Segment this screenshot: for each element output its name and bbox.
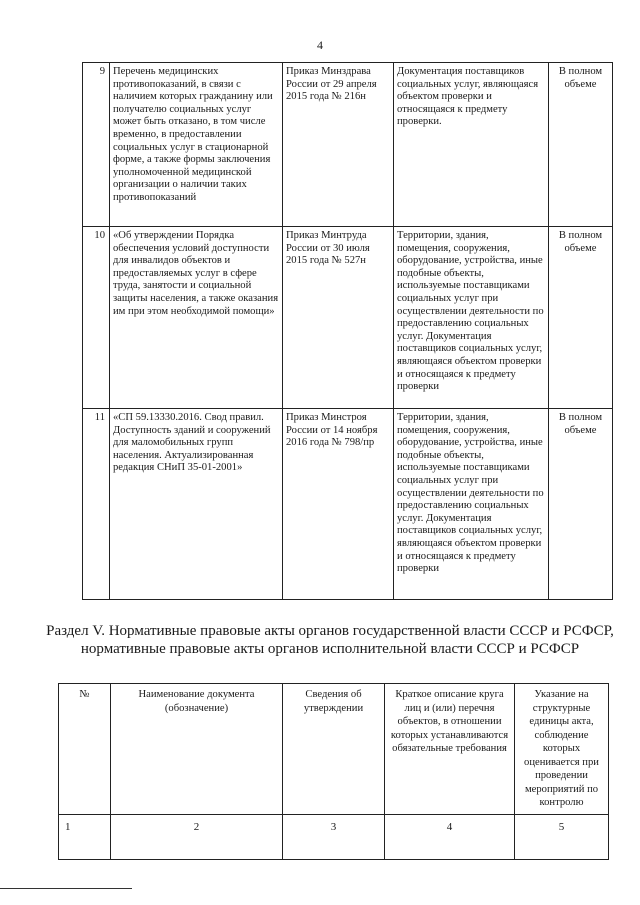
approval-info: Приказ Минтруда России от 30 июля 2015 года № 527н [283,227,394,409]
control-scope: В полном объеме [549,409,613,600]
scope-description: Территории, здания, помещения, сооружения, оборудование, устройства, иные подобные объекты, используемые поставщиками социальных услуг при осуществлении деятельности по предоставлению социальных услуг. Документация поставщиков социальных услуг, являющаяся объектом проверки и относящаяся к предмету проверки [394,227,549,409]
column-header-description: Краткое описание круга лиц и (или) перечня объектов, в отношении которых устанавливаются обязательные требования [385,684,515,815]
column-header-number: № [59,684,111,815]
column-number: 5 [515,814,609,859]
scope-description: Документация поставщиков социальных услуг, являющаяся объектом проверки и относящаяся к предмету проверки. [394,63,549,227]
page-number: 4 [317,38,323,52]
document-name: «Об утверждении Порядка обеспечения условий доступности для инвалидов объектов и предоставляемых услуг в сфере труда, занятости и социальной защиты населения, а также оказания им при этом необходимой помощи» [110,227,283,409]
document-name: «СП 59.13330.2016. Свод правил. Доступность зданий и сооружений для маломобильных групп населения. Актуализированная редакция СНиП 35-01-2001» [110,409,283,600]
section-v-table [58,683,609,860]
column-number: 1 [59,814,111,859]
section-title: Раздел V. Нормативные правовые акты органов государственной власти СССР и РСФСР, нормативные правовые акты органов исполнительной власти СССР и РСФСР [46,623,614,657]
approval-info: Приказ Минстроя России от 14 ноября 2016 года № 798/пр [283,409,394,600]
column-number: 3 [283,814,385,859]
column-number-row [59,814,609,859]
row-number: 11 [83,409,110,600]
table-row [83,63,613,227]
control-scope: В полном объеме [549,227,613,409]
footnote-divider [0,888,132,889]
column-number: 2 [111,814,283,859]
column-header-structural-units: Указание на структурные единицы акта, соблюдение которых оценивается при проведении мероприятий по контролю [515,684,609,815]
column-header-document-name: Наименование документа (обозначение) [111,684,283,815]
requirements-table [82,62,613,600]
column-header-approval: Сведения об утверждении [283,684,385,815]
row-number: 10 [83,227,110,409]
control-scope: В полном объеме [549,63,613,227]
column-number: 4 [385,814,515,859]
row-number: 9 [83,63,110,227]
table-header-row [59,684,609,815]
document-name: Перечень медицинских противопоказаний, в связи с наличием которых гражданину или получателю социальных услуг может быть отказано, в том числе временно, в предоставлении социальных услуг в стационарной форме, а также формы заключения уполномоченной медицинской организации о наличии таких противопоказаний [110,63,283,227]
table-row [83,227,613,409]
table-row [83,409,613,600]
scope-description: Территории, здания, помещения, сооружения, оборудование, устройства, иные подобные объекты, используемые поставщиками социальных услуг при осуществлении деятельности по предоставлению социальных услуг. Документация поставщиков социальных услуг, являющаяся объектом проверки и относящаяся к предмету проверки [394,409,549,600]
approval-info: Приказ Минздрава России от 29 апреля 2015 года № 216н [283,63,394,227]
